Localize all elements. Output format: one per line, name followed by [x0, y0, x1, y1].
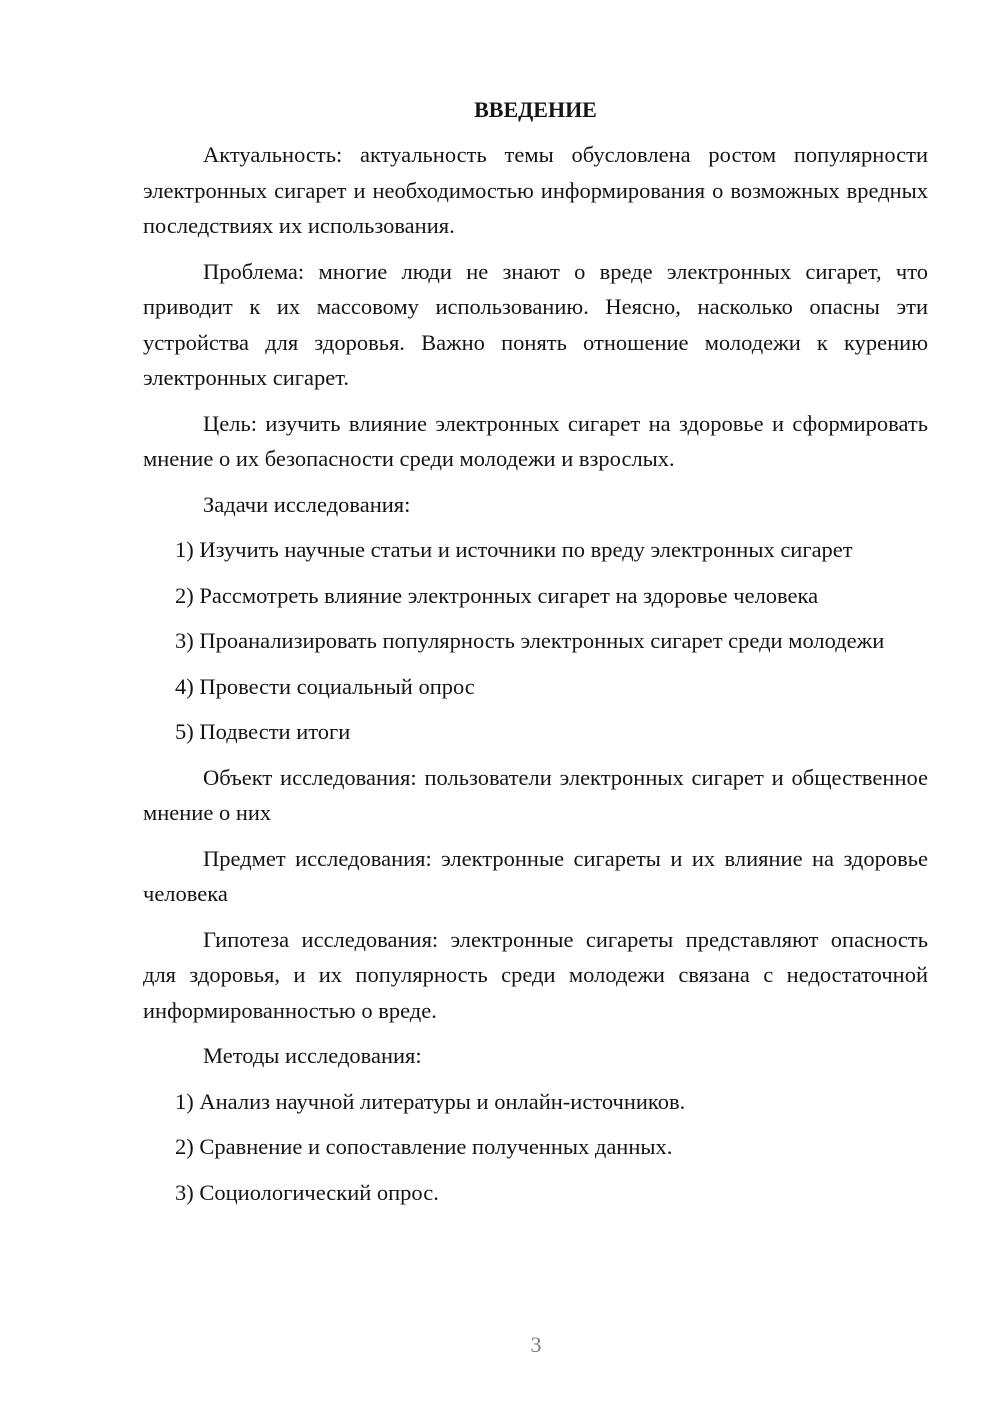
subject-paragraph: Предмет исследования: электронные сигареты и их влияние на здоровье человека: [143, 845, 928, 906]
hypothesis-paragraph: Гипотеза исследования: электронные сигареты представляют опасность для здоровья, и их популярность среди молодежи связана с недостаточной информированностью о вреде.: [143, 926, 928, 1023]
relevance-paragraph: Актуальность: актуальность темы обусловлена ростом популярности электронных сигарет и необходимостью информирования о возможных вредных последствиях их использования.: [143, 142, 928, 238]
page-number: 3: [530, 1332, 542, 1357]
method-item: 3) Социологический опрос.: [175, 1179, 439, 1205]
object-paragraph: Объект исследования: пользователи электронных сигарет и общественное мнение о них: [143, 764, 928, 825]
tasks-title: Задачи исследования:: [203, 491, 411, 517]
problem-paragraph: Проблема: многие люди не знают о вреде электронных сигарет, что приводит к их массовому использованию. Неясно, насколько опасны эти устройства для здоровья. Важно понять отношение молодежи к курению электронных сигарет.: [143, 258, 928, 390]
task-item: 5) Подвести итоги: [175, 719, 351, 744]
method-item: 2) Сравнение и сопоставление полученных данных.: [175, 1134, 673, 1159]
task-item: 4) Провести социальный опрос: [175, 673, 475, 699]
goal-paragraph: Цель: изучить влияние электронных сигарет на здоровье и сформировать мнение о их безопасности среди молодежи и взрослых.: [143, 410, 928, 471]
task-item: 1) Изучить научные статьи и источники по вреду электронных сигарет: [175, 537, 853, 562]
methods-title: Методы исследования:: [203, 1043, 422, 1068]
task-item: 2) Рассмотреть влияние электронных сигарет на здоровье человека: [175, 582, 819, 608]
task-item: 3) Проанализировать популярность электронных сигарет среди молодежи: [175, 628, 885, 653]
method-item: 1) Анализ научной литературы и онлайн-источников.: [175, 1088, 686, 1114]
section-heading: ВВЕДЕНИЕ: [474, 97, 597, 122]
document-body: [143, 94, 928, 1220]
